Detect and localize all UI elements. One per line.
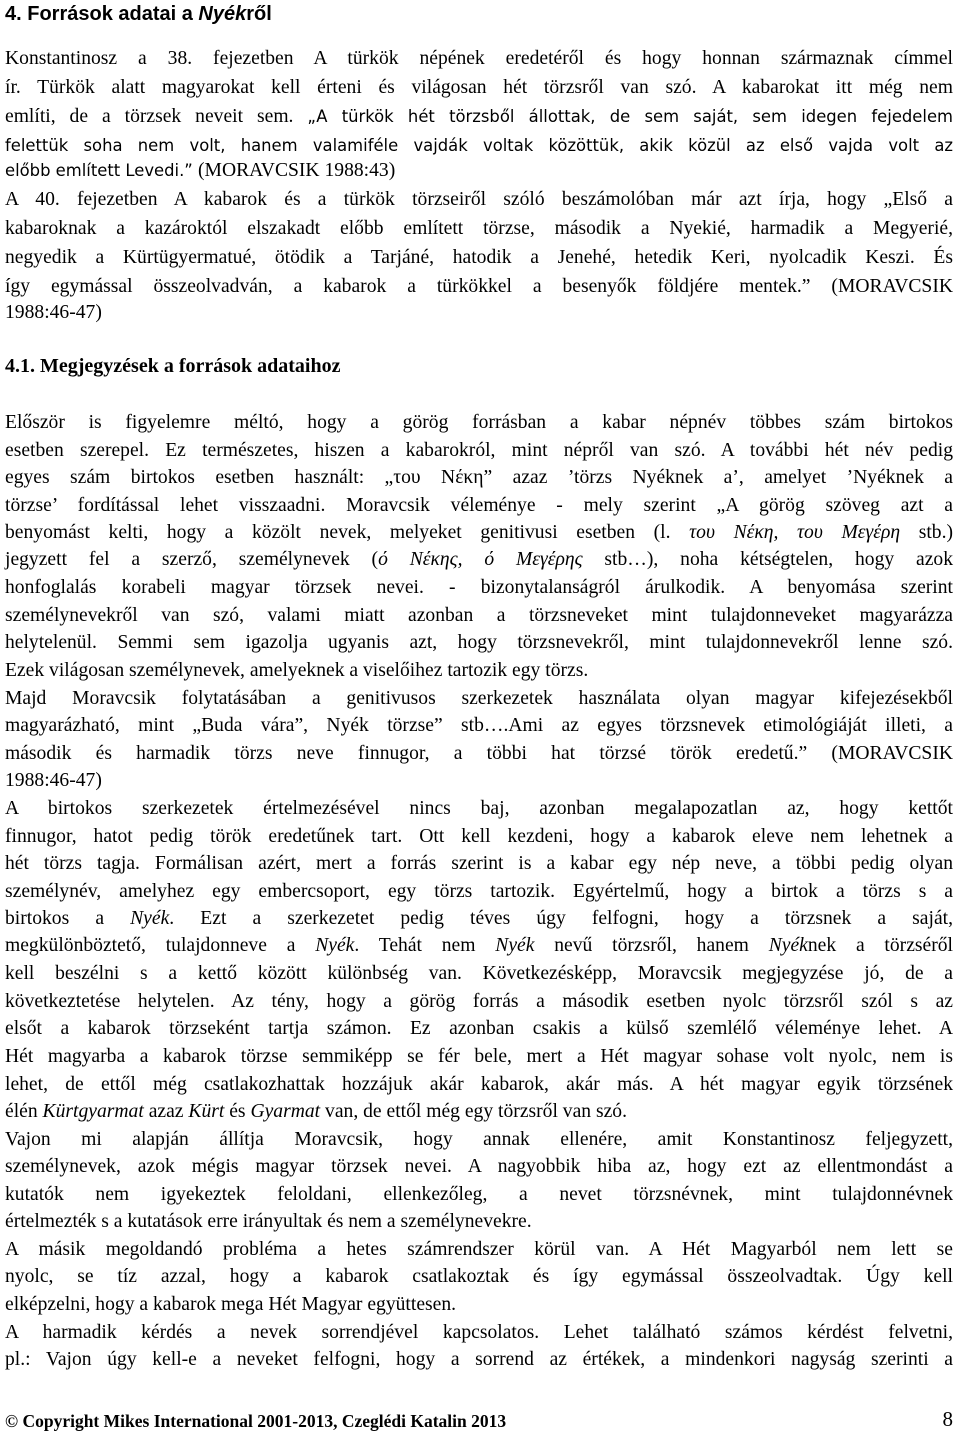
text-segment: (MORAVCSIK 1988:43)	[198, 160, 396, 181]
text-line	[5, 300, 953, 326]
text-segment: magyarázható, mint „Buda vára”, Nyék törzse” stb….Ami az egyes törzsnevek etimológiáját illeti, a	[5, 715, 953, 736]
text-line	[5, 493, 953, 519]
text-segment: egyes szám birtokos esetben használt: „του Νέκη” azaz ’törzs Nyéknek a’, amelyet ’Nyéknek a	[5, 467, 953, 488]
text-segment: Majd Moravcsik folytatásában a genitivusos szerkezetek használata olyan magyar kifejezésekből	[5, 688, 953, 709]
text-segment: nevű törzsről, hanem	[534, 935, 769, 956]
text-segment: hét törzs tagja. Formálisan azért, mert a forrás szerint is a kabar egy nép neve, a többi pedig olyan	[5, 853, 953, 874]
italic-text: Gyarmat	[250, 1101, 321, 1122]
italic-text: Kürt	[188, 1101, 225, 1122]
text-line	[5, 1016, 953, 1042]
text-segment: jegyzett fel a szerző, személynevek (	[5, 549, 379, 570]
text-segment: birtokos a	[5, 908, 131, 929]
text-line	[5, 1182, 953, 1208]
text-line	[5, 1044, 953, 1070]
text-segment: személynevek, azok mégis magyar törzsek nevei. A nagyobbik hiba az, hogy ezt az ellentmondást a	[5, 1156, 953, 1177]
text-line	[5, 245, 953, 271]
text-line	[5, 851, 953, 877]
text-segment: honfoglalás korabeli magyar törzsek nevei. - bizonytalanságról árulkodik. A benyomása szerint	[5, 577, 953, 598]
text-line	[5, 410, 953, 436]
text-line	[5, 603, 953, 629]
text-segment: A 40. fejezetben A kabarok és a türkök törzseiről szóló beszámolóban már azt írja, hogy „Első a	[5, 189, 953, 210]
text-line	[5, 75, 953, 101]
text-line	[5, 658, 953, 684]
text-segment: kabaroknak a kazároktól elszakadt előbb említett törzse, második a Nyekié, harmadik a Megyerié,	[5, 218, 953, 239]
text-segment: finnugor, hatot pedig török eredetűnek tart. Ott kell kezdeni, hogy a kabarok eleve nem lehetnek a	[5, 826, 953, 847]
text-line	[5, 879, 953, 905]
text-line	[5, 741, 953, 767]
text-segment: Vajon mi alapján állítja Moravcsik, hogy annak ellenére, amit Konstantinosz feljegyzett,	[5, 1129, 953, 1150]
section-heading: 4. Források adatai a Nyékről	[5, 3, 272, 25]
text-segment: A harmadik kérdés a nevek sorrendjével kapcsolatos. Lehet található számos kérdést felvetni,	[5, 1322, 953, 1343]
text-segment: és	[224, 1101, 251, 1122]
text-segment: . Tehát nem	[354, 935, 496, 956]
text-line	[5, 274, 953, 300]
text-segment: nyolc, se tíz azzal, hogy a kabarok csatlakoztak és így egymással összeolvadtak. Úgy kell	[5, 1266, 953, 1287]
italic-text: Nyék	[315, 935, 355, 956]
text-line	[5, 465, 953, 491]
text-line	[5, 1127, 953, 1153]
italic-text: Nyék	[768, 935, 808, 956]
text-segment: negyedik a Kürtügyermatué, ötödik a Tarjáné, hatodik a Jenehé, hetedik Keri, nyolcadik Keszi. És	[5, 247, 953, 268]
text-segment: stb.)	[900, 522, 953, 543]
text-segment: értelmezték s a kutatások erre irányultak és nem a személynevekre.	[5, 1211, 532, 1232]
text-segment: azaz	[143, 1101, 189, 1122]
text-segment: . Ezt a szerkezetet pedig téves úgy felfogni, hogy a törzsnek a saját,	[169, 908, 953, 929]
text-line	[5, 438, 953, 464]
text-segment: 1988:46-47)	[5, 302, 102, 323]
text-segment: megkülönböztető, tulajdonneve a	[5, 935, 316, 956]
text-segment: személynevekről van szó, valami miatt azonban a törzsneveket mint tulajdonneveket magyarázza	[5, 605, 953, 626]
text-line	[5, 796, 953, 822]
text-segment: helytelenül. Semmi sem igazolja ugyanis azt, hogy törzsnevekről, mint tulajdonnevekről lenne szó.	[5, 632, 953, 653]
text-segment: Először is figyelemre méltó, hogy a görög forrásban a kabar népnév többes szám birtokos	[5, 412, 953, 433]
text-segment: említi, de a törzsek neveit sem.	[5, 106, 308, 127]
text-segment: lehet, de ettől még csatlakozhattak hozzájuk akár kabarok, akár más. A hét magyar egyik törzsének	[5, 1074, 953, 1095]
text-line	[5, 768, 953, 794]
text-line	[5, 961, 953, 987]
text-line	[5, 1320, 953, 1346]
text-line	[5, 989, 953, 1015]
text-segment: benyomást kelti, hogy a közölt nevek, melyeket genitivusi esetben (l.	[5, 522, 690, 543]
text-segment: kell beszélni s a kettő között különbség van. Következésképp, Moravcsik megjegyzése jó, de a	[5, 963, 953, 984]
text-segment: élén	[5, 1101, 43, 1122]
text-line	[5, 575, 953, 601]
text-line	[5, 713, 953, 739]
page-footer	[5, 1409, 953, 1433]
text-segment: így egymással összeolvadván, a kabarok a türkökkel a besenyők földjére mentek.” (MORAVCSIK	[5, 276, 953, 297]
text-line	[5, 1292, 953, 1318]
text-segment: elsőt a kabarok törzseként tartja számon. Ez azonban csakis a külső szemlélő véleménye lehet. A	[5, 1018, 953, 1039]
text-line	[5, 187, 953, 213]
text-segment: A másik megoldandó probléma a hetes számrendszer körül van. A Hét Magyarból nem lett se	[5, 1239, 953, 1260]
text-line	[5, 1154, 953, 1180]
text-line	[5, 46, 953, 72]
text-segment: esetben szerepel. Ez természetes, hiszen a kabarokról, mint népről van szó. A további hét név pedig	[5, 440, 953, 461]
italic-text: Nyék	[130, 908, 170, 929]
italic-text: Nyék	[495, 935, 535, 956]
text-line	[5, 1347, 953, 1373]
text-line	[5, 1072, 953, 1098]
subsection-heading: 4.1. Megjegyzések a források adataihoz	[5, 355, 341, 377]
text-line	[5, 1099, 953, 1125]
text-line	[5, 906, 953, 932]
text-line	[5, 520, 953, 546]
italic-text: Kürtgyarmat	[42, 1101, 144, 1122]
text-line	[5, 104, 953, 130]
text-segment: stb…), noha kétségtelen, hogy azok	[582, 549, 953, 570]
text-segment: van, de ettől még egy törzsről van szó.	[320, 1101, 628, 1122]
italic-text: του Νέκη, του Μεγέρη	[689, 522, 901, 543]
text-segment: törzse’ fordítással lehet visszaadni. Moravcsik véleménye - mely szerint „A görög szöveg azt a	[5, 495, 953, 516]
text-line	[5, 1237, 953, 1263]
text-segment: 1988:46-47)	[5, 770, 102, 791]
text-segment: ír. Türkök alatt magyarokat kell érteni és világosan hét törzsről van szó. A kabarokat itt még nem	[5, 77, 953, 98]
text-segment: felettük soha nem volt, hanem valamiféle vajdák voltak közöttük, akik közül az első vajda volt az	[5, 136, 953, 155]
text-line	[5, 547, 953, 573]
text-segment: kutatók nem igyekeztek feloldani, ellenkezőleg, a nevet törzsnévnek, mint tulajdonnévnek	[5, 1184, 953, 1205]
text-line	[5, 933, 953, 959]
text-segment: Konstantinosz a 38. fejezetben A türkök népének eredetéről és hogy honnan származnak címmel	[5, 48, 953, 69]
text-segment: következtetése helytelen. Az tény, hogy a görög forrás a második esetben nyolc törzsről szól s az	[5, 991, 953, 1012]
italic-text: ό Νέκης, ό Μεγέρης	[378, 549, 583, 570]
text-segment: Hét magyarba a kabarok törzse semmiképp se fér bele, mert a Hét magyar sohase volt nyolc, nem is	[5, 1046, 953, 1067]
text-line	[5, 1264, 953, 1290]
text-segment: pl.: Vajon úgy kell-e a neveket felfogni, hogy a sorrend az értékek, a mindenkori nagyság szerinti a	[5, 1349, 953, 1370]
text-line	[5, 1209, 953, 1235]
text-segment: A birtokos szerkezetek értelmezésével nincs baj, azonban megalapozatlan az, hogy kettőt	[5, 798, 953, 819]
text-line	[5, 133, 953, 159]
text-segment: második és harmadik törzs neve finnugor, a többi hat törzsé török eredetű.” (MORAVCSIK	[5, 743, 953, 764]
text-segment: „A türkök hét törzsből állottak, de sem saját, sem idegen fejedelem	[307, 107, 954, 126]
text-segment: előbb említett Levedi.”	[5, 161, 198, 180]
text-line	[5, 686, 953, 712]
text-line	[5, 630, 953, 656]
text-segment: személynév, amelyhez egy embercsoport, egy törzs tartozik. Egyértelmű, hogy a birtok a törzs s a	[5, 881, 953, 902]
page-number: 8	[942, 1407, 953, 1431]
copyright-notice: © Copyright Mikes International 2001-2013, Czeglédi Katalin 2013	[5, 1411, 507, 1431]
text-segment: Ezek világosan személynevek, amelyeknek a viselőihez tartozik egy törzs.	[5, 660, 589, 681]
text-segment: nek a törzséről	[807, 935, 953, 956]
text-line	[5, 158, 953, 184]
text-line	[5, 216, 953, 242]
text-segment: elképzelni, hogy a kabarok mega Hét Magyar együttesen.	[5, 1294, 457, 1315]
text-line	[5, 824, 953, 850]
